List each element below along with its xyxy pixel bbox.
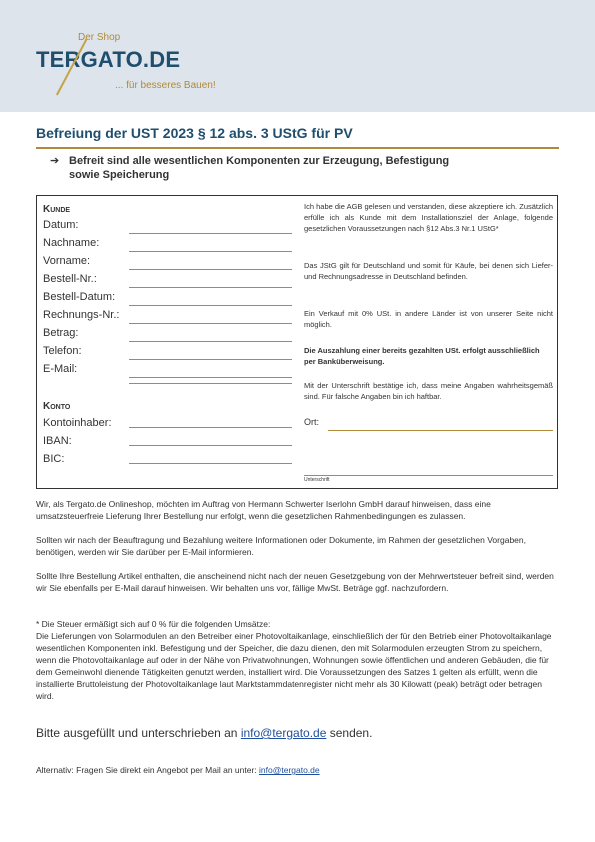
signature-field[interactable] [304,475,553,476]
field-label-datum: Datum: [43,219,79,231]
field-kontoinhaber[interactable] [129,427,292,428]
field-bestell-nr[interactable] [129,287,292,288]
paragraph-1: Wir, als Tergato.de Onlineshop, möchten im Auftrag von Hermann Schwerter Iserlohn GmbH darauf hinweisen, dass eine umsatzsteuerfreie Lieferung Ihrer Bestellung nur erfolgt, wenn die gesetzlichen Rahmenbedingungen es zulassen. [36,499,491,521]
field-label-betrag: Betrag: [43,327,79,339]
footnote-heading: * Die Steuer ermäßigt sich auf 0 % für die folgenden Umsätze: [36,619,271,629]
field-bic[interactable] [129,463,292,464]
logo-pre: Der Shop [78,32,121,43]
send-instruction [36,726,372,740]
signature-label: Unterschrift [304,477,330,483]
field-label-bestell-nr: Bestell-Nr.: [43,273,97,285]
foreign-sale-statement: Ein Verkauf mit 0% USt. in andere Länder ist von unserer Seite nicht möglich. [304,309,553,329]
field-iban[interactable] [129,445,292,446]
field-label-rechnungs-nr: Rechnungs-Nr.: [43,309,120,321]
kunde-heading: Kunde [43,204,71,215]
field-bestell-datum[interactable] [129,305,292,306]
ort-field[interactable] [328,430,553,431]
alternative-note [36,765,320,775]
field-nachname[interactable] [129,251,292,252]
alternative-note-pre: Alternativ: Fragen Sie direkt ein Angebot per Mail an unter: [36,765,260,775]
agb-statement: Ich habe die AGB gelesen und verstanden, diese akzeptiere ich. Zusätzlich erfülle ich als Kunde mit dem Installationsziel der Anlage, folgende gesetzlichen Voraussetzungen nach §12 Abs.3 Nr.1 UStG* [304,202,553,233]
field-label-bestell-datum: Bestell-Datum: [43,291,116,303]
title-rule [36,147,559,149]
truth-statement: Mit der Unterschrift bestätige ich, dass meine Angaben wahrheitsgemäß sind. Für falsche Angaben bin ich haftbar. [304,381,553,401]
field-betrag[interactable] [129,341,292,342]
paragraph-2: Sollten wir nach der Beauftragung und Bezahlung weitere Informationen oder Dokumente, im Rahmen der gesetzlichen Vorgaben, benötigen, werden wir Sie darüber per E-Mail informieren. [36,535,526,557]
field-label-vorname: Vorname: [43,255,91,267]
arrow-right-icon: ➔ [50,155,60,167]
field-label-iban: IBAN: [43,435,72,447]
logo-brand: TERGATO.DE [36,47,181,72]
header-banner [0,0,595,112]
payout-statement: Die Auszahlung einer bereits gezahlten USt. erfolgt ausschließlich per Banküberweisung. [304,346,540,366]
field-label-email: E-Mail: [43,363,78,375]
field-label-kontoinhaber: Kontoinhaber: [43,417,112,429]
field-rechnungs-nr[interactable] [129,323,292,324]
send-instruction-post: senden. [326,726,373,740]
konto-heading: Konto [43,401,71,412]
page-title: Befreiung der UST 2023 § 12 abs. 3 UStG für PV [36,125,353,141]
field-email[interactable] [129,377,292,378]
field-label-telefon: Telefon: [43,345,82,357]
email-link[interactable]: info@tergato.de [240,726,327,740]
field-vorname[interactable] [129,269,292,270]
logo-tagline: ... für besseres Bauen! [115,80,216,91]
intro-bullet-text: Befreit sind alle wesentlichen Komponenten zur Erzeugung, Befestigung sowie Speicherung [69,155,450,181]
field-label-nachname: Nachname: [43,237,100,249]
field-telefon[interactable] [129,359,292,360]
jstg-statement: Das JStG gilt für Deutschland und somit für Käufe, bei denen sich Liefer- und Rechnungsadresse in Deutschland befinden. [304,261,553,281]
alt-email-link[interactable]: info@tergato.de [259,765,320,775]
footnote-text: Die Lieferungen von Solarmodulen an den Betreiber einer Photovoltaikanlage, einschließlich der für den Betrieb einer Photovoltaikanlage wesentlichen Komponenten inkl. Befestigung und der Speicher, die dazu dienen, den mit Solarmodulen erzeugten Strom zu speichern, wenn die Photovoltaikanlage auf oder in der Nähe von Privatwohnungen, Wohnungen sowie öffentlichen und anderen Gebäuden, die für dem Gemeinwohl dienende Tätigkeiten genutzt werden, installiert wird. Die Voraussetzungen des Satzes 1 gelten als erfüllt, wenn die installierte Bruttoleistung der Photovoltaikanlage laut Marktstammdatenregister nicht mehr als 30 Kilowatt (peak) beträgt oder betragen wird. [36,631,552,701]
ort-label: Ort: [304,417,319,427]
field-label-bic: BIC: [43,453,65,465]
send-instruction-pre: Bitte ausgefüllt und unterschrieben an [36,726,241,740]
field-email-extra[interactable] [129,383,292,384]
field-datum[interactable] [129,233,292,234]
paragraph-3: Sollte Ihre Bestellung Artikel enthalten, die anscheinend nicht nach der neuen Gesetzgebung von der Mehrwertsteuer befreit sind, werden wir Sie ebenfalls per E-Mail darauf hinweisen. Wir behalten uns vor, fällige MwSt. Beträge ggf. nachzufordern. [36,571,554,593]
form-box [36,195,558,489]
tergato-logo[interactable] [36,32,236,102]
